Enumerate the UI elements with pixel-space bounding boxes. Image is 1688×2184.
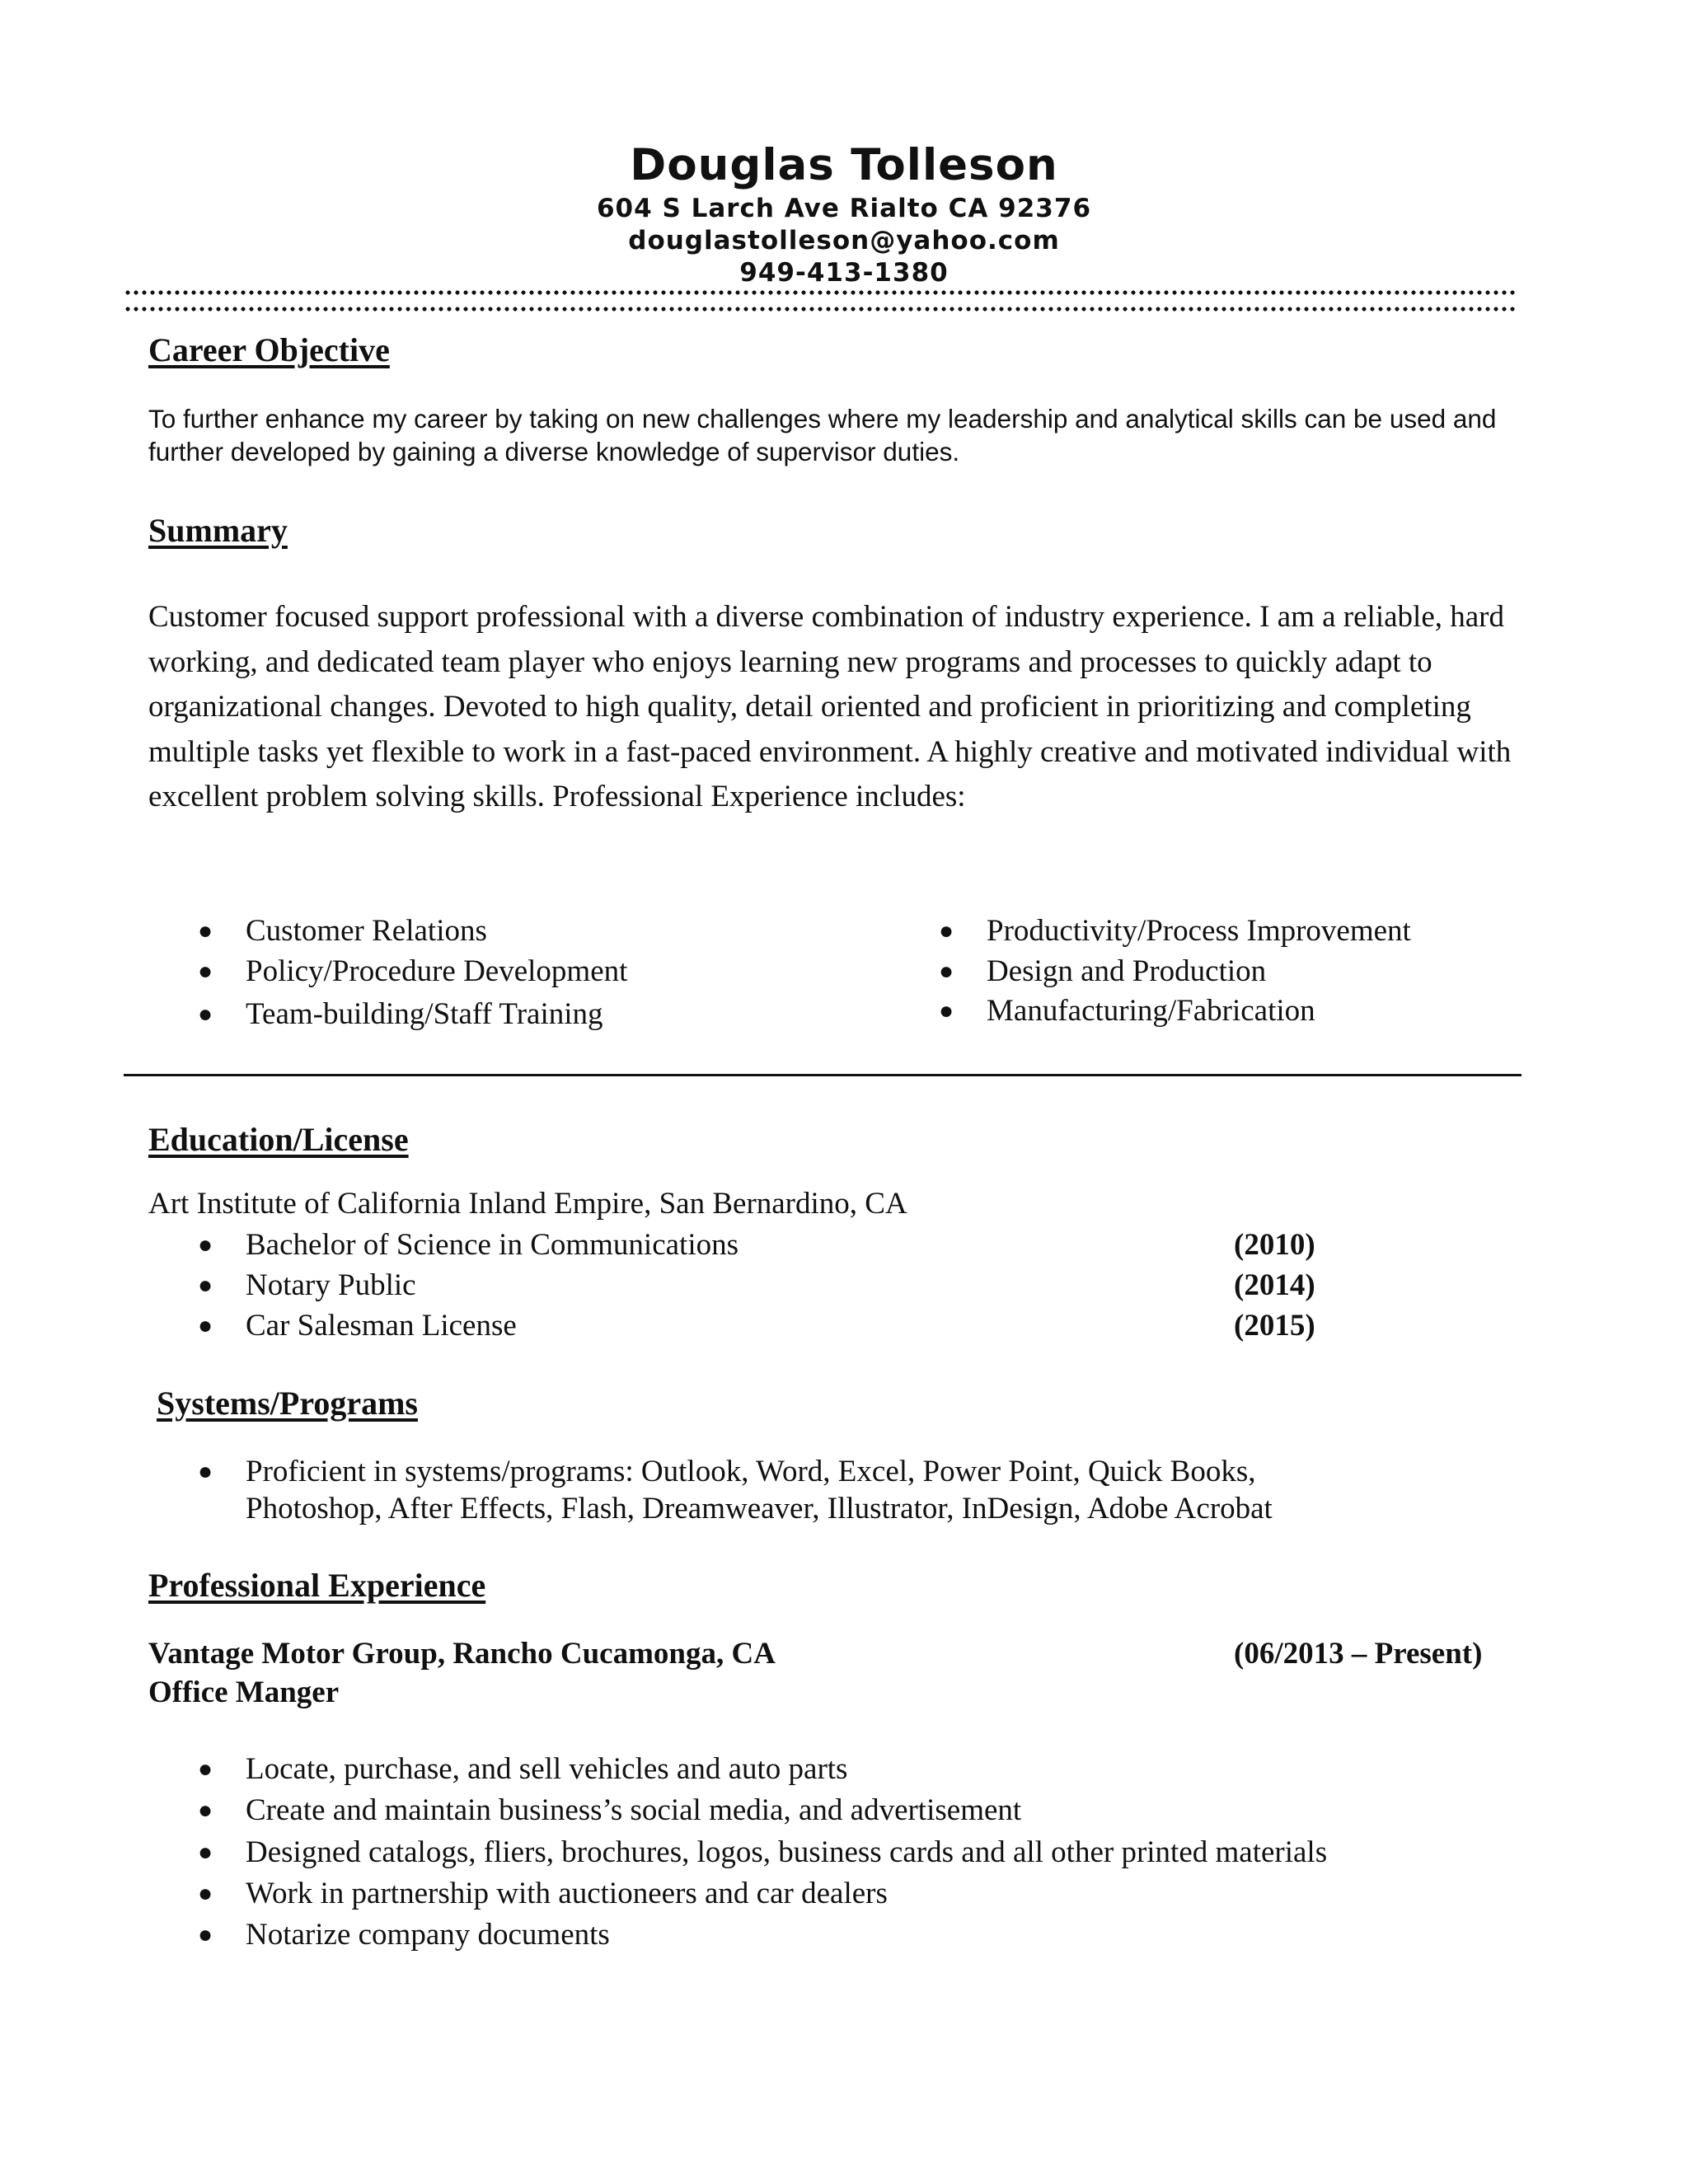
experience-heading: Professional Experience — [148, 1567, 486, 1604]
bullet-icon: ● — [939, 997, 954, 1024]
resume-header — [0, 138, 1688, 289]
summary-text: Customer focused support professional with a diverse combination of industry experience. I am a reliable, hard working, and dedicated team player who enjoys learning new programs and processes to quickly adapt to organizational changes. Devoted to high quality, detail oriented and proficient in prioritizing and completing multiple tasks yet flexible to work in a fast-paced environment. A highly creative and motivated individual with excellent problem solving skills. Professional Experience includes: — [148, 600, 1512, 813]
duty-item: ● Designed catalogs, fliers, brochures, logos, business cards and all other printed materials — [246, 1832, 1327, 1873]
education-year: (2010) — [1234, 1228, 1315, 1262]
bullet-icon: ● — [198, 1272, 213, 1299]
school-name: Art Institute of California Inland Empire, San Bernardino, CA — [148, 1187, 907, 1221]
bullet-icon: ● — [198, 1312, 213, 1339]
skill-item: ● Customer Relations — [246, 911, 487, 952]
dotted-divider-top — [124, 290, 1515, 295]
education-item: ● Notary Public — [246, 1265, 416, 1306]
address: 604 S Larch Ave Rialto CA 92376 — [596, 194, 1092, 223]
systems-heading: Systems/Programs — [157, 1385, 418, 1422]
employer: Vantage Motor Group, Rancho Cucamonga, CA — [148, 1637, 776, 1671]
education-heading: Education/License — [148, 1121, 409, 1158]
bullet-icon: ● — [198, 1458, 213, 1485]
skill-item: ● Productivity/Process Improvement — [987, 911, 1411, 952]
education-item: ● Car Salesman License — [246, 1305, 517, 1347]
bullet-icon: ● — [198, 917, 213, 944]
bullet-icon: ● — [198, 1231, 213, 1258]
bullet-icon: ● — [198, 1001, 213, 1028]
bullet-icon: ● — [939, 958, 954, 985]
duty-item: ● Locate, purchase, and sell vehicles and auto parts — [246, 1749, 847, 1790]
job-title: Office Manger — [148, 1675, 340, 1709]
email: douglastolleson@yahoo.com — [628, 226, 1060, 255]
dotted-divider-bottom — [124, 307, 1515, 312]
skill-item: ● Design and Production — [987, 951, 1266, 992]
skill-item: ● Team-building/Staff Training — [246, 994, 603, 1035]
duty-item: ● Work in partnership with auctioneers and car dealers — [246, 1873, 888, 1915]
duty-item: ● Create and maintain business’s social media, and advertisement — [246, 1790, 1021, 1831]
bullet-icon: ● — [939, 917, 954, 944]
bullet-icon: ● — [198, 1755, 213, 1783]
objective-heading: Career Objective — [148, 331, 390, 368]
candidate-name: Douglas Tolleson — [630, 140, 1058, 190]
education-year: (2014) — [1234, 1268, 1315, 1302]
skill-item: ● Manufacturing/Fabrication — [987, 991, 1315, 1032]
skill-item: ● Policy/Procedure Development — [246, 951, 627, 992]
bullet-icon: ● — [198, 1797, 213, 1824]
summary-heading: Summary — [148, 512, 288, 549]
employment-dates: (06/2013 – Present) — [1234, 1637, 1483, 1671]
education-year: (2015) — [1234, 1309, 1315, 1343]
education-item: ● Bachelor of Science in Communications — [246, 1225, 738, 1266]
bullet-icon: ● — [198, 1880, 213, 1907]
duty-item: ● Notarize company documents — [246, 1915, 610, 1956]
bullet-icon: ● — [198, 1921, 213, 1948]
section-divider — [124, 1074, 1522, 1076]
systems-item: ● Proficient in systems/programs: Outlook, Word, Excel, Power Point, Quick Books, — [246, 1451, 1255, 1493]
objective-text: To further enhance my career by taking on new challenges where my leadership and analytical skills can be used and further developed by gaining a diverse knowledge of supervisor duties. — [148, 404, 1497, 466]
bullet-icon: ● — [198, 958, 213, 985]
bullet-icon: ● — [198, 1839, 213, 1866]
systems-item-continued: Photoshop, After Effects, Flash, Dreamweaver, Illustrator, InDesign, Adobe Acrobat — [246, 1492, 1273, 1526]
phone: 949-413-1380 — [739, 258, 949, 288]
